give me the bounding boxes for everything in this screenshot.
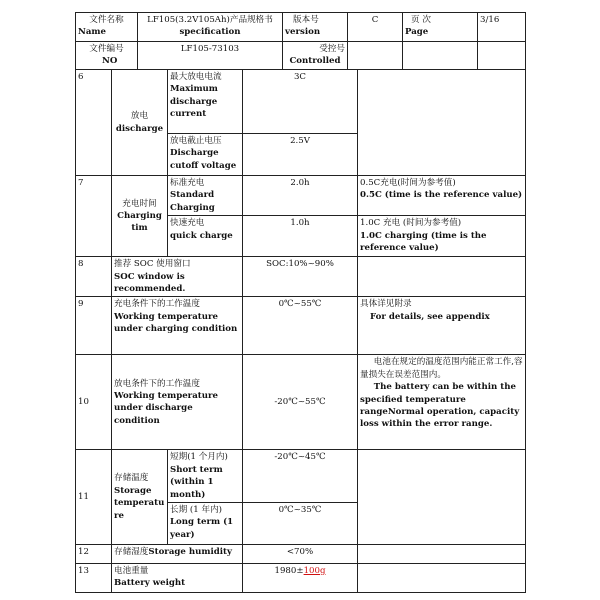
- document-header: [75, 12, 526, 70]
- sub-item-name: 放电截止电压 Discharge cutoff voltage: [168, 134, 243, 176]
- page-value: 3/16: [478, 13, 526, 42]
- row-value: <70%: [243, 545, 358, 564]
- sub-item-value: 2.5V: [243, 134, 358, 176]
- row-value: [243, 564, 358, 593]
- version-value: C: [348, 13, 403, 42]
- row-number: 9: [76, 297, 112, 355]
- sub-item-note: 0.5C充电(时间为参考值) 0.5C (time is the reference value): [358, 176, 526, 216]
- page-label: 页 次 Page: [403, 13, 478, 42]
- row-note: 具体详见附录 For details, see appendix: [358, 297, 526, 355]
- sub-item-value: 3C: [243, 70, 358, 134]
- doc-name-label: 文件名称 Name: [76, 13, 138, 42]
- weight-value: 1980±: [274, 566, 304, 577]
- controlled-label: 受控号 Controlled: [283, 42, 348, 70]
- header-blank-2: [478, 42, 526, 70]
- sub-item-note: 1.0C 充电 (时间为参考值) 1.0C charging (time is the reference value): [358, 216, 526, 257]
- version-label: 版本号 version: [283, 13, 348, 42]
- row-note: [358, 564, 526, 593]
- doc-no-value: LF105-73103: [138, 42, 283, 70]
- table-row: [76, 545, 526, 564]
- row-value: -20℃~55℃: [243, 355, 358, 450]
- sub-item-value: -20℃~45℃: [243, 450, 358, 503]
- row-number: 12: [76, 545, 112, 564]
- sub-item-name: 标准充电 Standard Charging: [168, 176, 243, 216]
- row-category: 放电 discharge: [112, 70, 168, 176]
- sub-item-name: 最大放电电流 Maximum discharge current: [168, 70, 243, 134]
- table-row: [76, 297, 526, 355]
- row-value: SOC:10%~90%: [243, 257, 358, 297]
- weight-tolerance: 100g: [303, 566, 326, 577]
- table-row: [76, 355, 526, 450]
- sub-item-value: 1.0h: [243, 216, 358, 257]
- doc-no-label: 文件编号 NO: [76, 42, 138, 70]
- row-number: 8: [76, 257, 112, 297]
- row-note: [358, 257, 526, 297]
- sub-item-value: 2.0h: [243, 176, 358, 216]
- row-number: 13: [76, 564, 112, 593]
- spec-table: [75, 69, 526, 593]
- table-row: [76, 450, 526, 503]
- row-label: 存储湿度Storage humidity: [112, 545, 243, 564]
- row-value: 0℃~55℃: [243, 297, 358, 355]
- row-label: 放电条件下的工作温度 Working temperature under discharge condition: [112, 355, 243, 450]
- table-row: [76, 176, 526, 216]
- table-row: [76, 564, 526, 593]
- sub-item-name: 快速充电 quick charge: [168, 216, 243, 257]
- row-note: 电池在规定的温度范围内能正常工作,容量损失在误差范围内。 The battery can be within the specified temperature rangeNormal operation, capacity loss within the error range.: [358, 355, 526, 450]
- row-label: 电池重量 Battery weight: [112, 564, 243, 593]
- controlled-value: [348, 42, 403, 70]
- row-label: 推荐 SOC 使用窗口 SOC window is recommended.: [112, 257, 243, 297]
- sub-item-value: 0℃~35℃: [243, 503, 358, 545]
- sub-item-name: 短期(1 个月内) Short term (within 1 month): [168, 450, 243, 503]
- row-category: 存储温度 Storage temperature: [112, 450, 168, 545]
- table-row: [76, 257, 526, 297]
- row-label: 充电条件下的工作温度 Working temperature under charging condition: [112, 297, 243, 355]
- row-number: 10: [76, 355, 112, 450]
- sub-item-name: 长期 (1 年内) Long term (1 year): [168, 503, 243, 545]
- row-category: 充电时间 Charging tim: [112, 176, 168, 257]
- row-note: [358, 450, 526, 545]
- row-number: 7: [76, 176, 112, 257]
- header-blank: [403, 42, 478, 70]
- table-row: [76, 70, 526, 134]
- row-note: [358, 545, 526, 564]
- doc-title: LF105(3.2V105Ah)产品规格书 specification: [138, 13, 283, 42]
- row-number: 6: [76, 70, 112, 176]
- row-number: 11: [76, 450, 112, 545]
- row-note: [358, 70, 526, 176]
